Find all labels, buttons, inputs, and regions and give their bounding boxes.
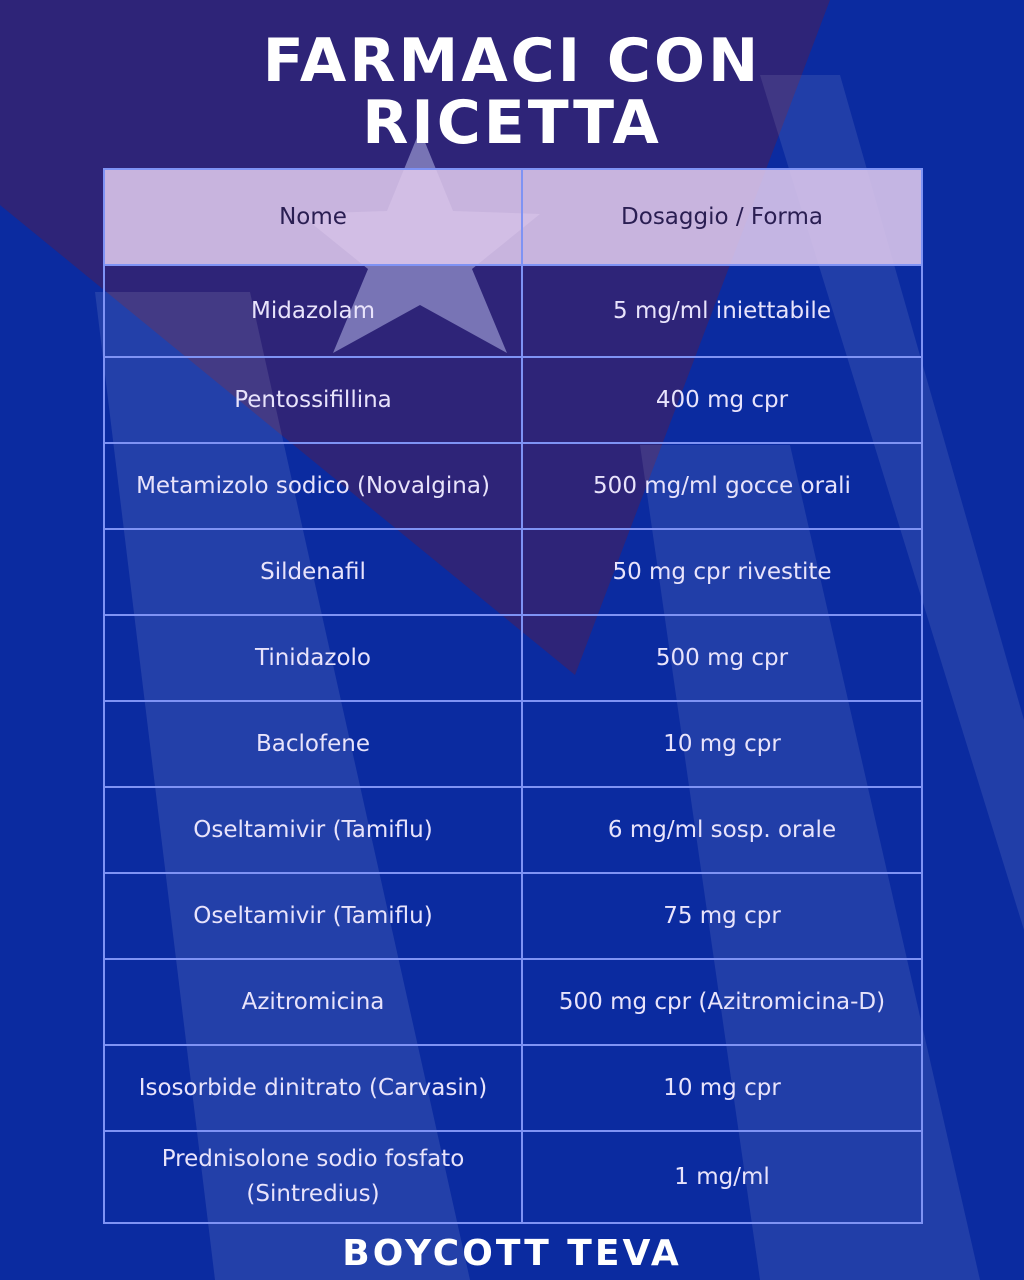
table-row <box>104 443 922 529</box>
header-name: Nome <box>104 169 522 265</box>
drug-dosage-cell: 500 mg cpr (Azitromicina-D) <box>522 959 922 1045</box>
drug-dosage-cell: 75 mg cpr <box>522 873 922 959</box>
drug-name-cell: Metamizolo sodico (Novalgina) <box>104 443 522 529</box>
footer-slogan: BOYCOTT TEVA <box>342 1233 682 1274</box>
table-row <box>104 959 922 1045</box>
page-title-line-2: RICETTA <box>362 88 662 158</box>
drug-dosage-cell: 5 mg/ml iniettabile <box>522 265 922 357</box>
drug-dosage-cell: 400 mg cpr <box>522 357 922 443</box>
table-row <box>104 787 922 873</box>
table-row <box>104 873 922 959</box>
drug-dosage-cell: 1 mg/ml <box>522 1131 922 1223</box>
page-title <box>0 26 1024 158</box>
drug-name-cell: Oseltamivir (Tamiflu) <box>104 787 522 873</box>
table-row <box>104 1045 922 1131</box>
drug-dosage-cell: 10 mg cpr <box>522 701 922 787</box>
drug-name-cell: Pentossifillina <box>104 357 522 443</box>
table-row <box>104 265 922 357</box>
page-title-line-1: FARMACI CON <box>262 26 762 96</box>
drug-name-cell: Sildenafil <box>104 529 522 615</box>
drug-name-cell: Prednisolone sodio fosfato (Sintredius) <box>104 1131 522 1223</box>
prescription-drugs-table <box>103 168 923 1224</box>
drug-dosage-cell: 500 mg cpr <box>522 615 922 701</box>
drug-name-cell: Azitromicina <box>104 959 522 1045</box>
drug-name-cell: Midazolam <box>104 265 522 357</box>
drug-dosage-cell: 500 mg/ml gocce orali <box>522 443 922 529</box>
table-row <box>104 357 922 443</box>
drug-name-cell: Baclofene <box>104 701 522 787</box>
drug-name-cell: Oseltamivir (Tamiflu) <box>104 873 522 959</box>
table-row <box>104 1131 922 1223</box>
header-dosage: Dosaggio / Forma <box>522 169 922 265</box>
table-row <box>104 529 922 615</box>
table-row <box>104 615 922 701</box>
drug-name-cell: Isosorbide dinitrato (Carvasin) <box>104 1045 522 1131</box>
drug-dosage-cell: 50 mg cpr rivestite <box>522 529 922 615</box>
drug-dosage-cell: 6 mg/ml sosp. orale <box>522 787 922 873</box>
table-header-row <box>104 169 922 265</box>
table-row <box>104 701 922 787</box>
drug-name-cell: Tinidazolo <box>104 615 522 701</box>
drug-dosage-cell: 10 mg cpr <box>522 1045 922 1131</box>
